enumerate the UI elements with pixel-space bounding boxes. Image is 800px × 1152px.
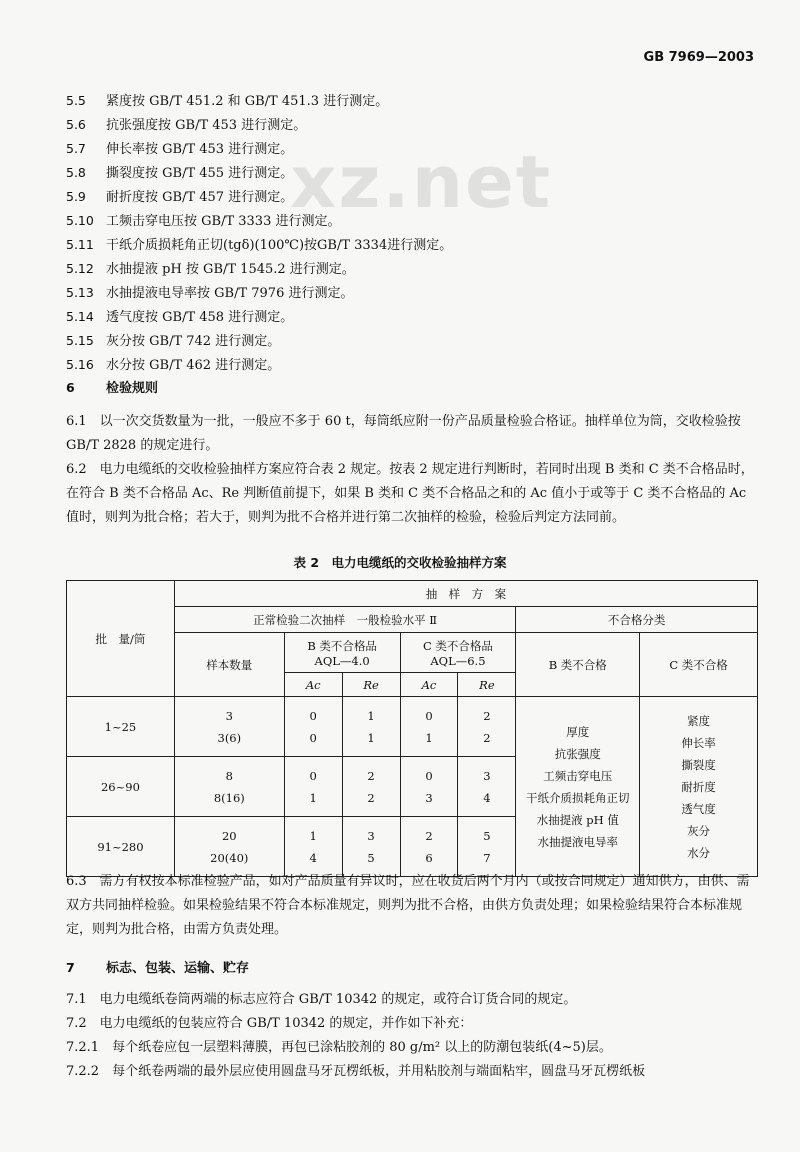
list-item <box>66 258 355 277</box>
item-number: 5.13 <box>66 285 94 300</box>
item-number: 5.16 <box>66 357 94 372</box>
header-plan: 抽 样 方 案 <box>174 581 757 607</box>
item-text: 水抽提液电导率按 GB/T 7976 进行测定。 <box>106 286 354 301</box>
c-ac-cell: 0 3 <box>400 757 458 817</box>
list-item <box>66 162 293 181</box>
sample-size-cell: 20 20(40) <box>174 817 284 877</box>
list-item <box>66 234 452 253</box>
list-item <box>66 90 388 109</box>
item-number: 5.8 <box>66 165 86 180</box>
list-item <box>66 306 293 325</box>
item-text: 工频击穿电压按 GB/T 3333 进行测定。 <box>106 214 341 229</box>
b-class-item: 干纸介质损耗角正切 <box>526 790 630 805</box>
b-class-items <box>516 697 640 877</box>
c-re-cell: 3 4 <box>458 757 516 817</box>
item-text: 透气度按 GB/T 458 进行测定。 <box>106 310 294 325</box>
header-b-nonconforming: B 类不合格 <box>516 633 640 697</box>
b-class-item: 水抽提液电导率 <box>537 834 618 849</box>
section-number: 7 <box>66 960 75 975</box>
c-class-item: 灰分 <box>687 823 711 838</box>
paragraph-7-1: 7.1 电力电缆纸卷筒两端的标志应符合 GB/T 10342 的规定，或符合订货合同的规定。 <box>66 992 577 1007</box>
item-number: 5.11 <box>66 237 94 252</box>
sample-size-cell: 3 3(6) <box>174 697 284 757</box>
b-re-cell: 2 2 <box>342 757 400 817</box>
header-ac: Ac <box>400 673 458 697</box>
c-re-cell: 2 2 <box>458 697 516 757</box>
item-text: 水抽提液 pH 按 GB/T 1545.2 进行测定。 <box>106 262 355 277</box>
table-caption: 表 2 电力电缆纸的交收检验抽样方案 <box>293 555 507 570</box>
list-item <box>66 282 353 301</box>
header-batch: 批 量/筒 <box>67 581 175 697</box>
item-number: 5.12 <box>66 261 94 276</box>
item-number: 5.10 <box>66 213 94 228</box>
item-number: 5.6 <box>66 117 86 132</box>
b-ac-cell: 0 0 <box>284 697 342 757</box>
item-number: 5.5 <box>66 93 86 108</box>
batch-cell: 91~280 <box>67 817 175 877</box>
c-re-cell: 5 7 <box>458 817 516 877</box>
c-class-items <box>640 697 758 877</box>
item-text: 干纸介质损耗角正切(tgδ)(100℃)按GB/T 3334进行测定。 <box>106 238 453 253</box>
section-number: 6 <box>66 380 75 395</box>
b-re-cell: 3 5 <box>342 817 400 877</box>
sampling-plan-table <box>66 580 758 877</box>
b-ac-cell: 1 4 <box>284 817 342 877</box>
paragraph-6-1: 6.1 以一次交货数量为一批，一般应不多于 60 t，每筒纸应附一份产品质量检验合格证。抽样单位为筒，交收检验按 GB/T 2828 的规定进行。 <box>66 414 741 453</box>
c-class-item: 耐折度 <box>681 779 716 794</box>
list-item <box>66 330 280 349</box>
paragraph-6-2: 6.2 电力电缆纸的交收检验抽样方案应符合表 2 规定。按表 2 规定进行判断时，若同时出现 B 类和 C 类不合格品时，在符合 B 类不合格品 Ac、Re 判断值前提下，如果 B 类和 C 类不合格品之和的 Ac 值小于或等于 C 类不合格品的 Ac 值时，则判为批合格；若大于，则判为批不合格并进行第二次抽样的检验，检验后判定方法同前。 <box>66 462 754 525</box>
standard-number-header: GB 7969—2003 <box>643 50 754 65</box>
header-re: Re <box>458 673 516 697</box>
item-text: 耐折度按 GB/T 457 进行测定。 <box>106 190 294 205</box>
b-class-item: 抗张强度 <box>554 746 601 761</box>
item-text: 抗张强度按 GB/T 453 进行测定。 <box>106 118 307 133</box>
section-title: 标志、包装、运输、贮存 <box>106 961 250 976</box>
list-item <box>66 138 293 157</box>
c-ac-cell: 0 1 <box>400 697 458 757</box>
table-row <box>67 697 758 757</box>
header-c-nonconforming: C 类不合格 <box>640 633 758 697</box>
c-class-item: 紧度 <box>687 713 711 728</box>
c-class-item: 伸长率 <box>681 735 716 750</box>
paragraph-7-2-2: 7.2.2 每个纸卷两端的最外层应使用圆盘马牙瓦楞纸板，并用粘胶剂与端面粘牢，圆盘马牙瓦楞纸板 <box>66 1064 646 1079</box>
list-item <box>66 354 280 373</box>
c-class-item: 撕裂度 <box>681 757 716 772</box>
b-ac-cell: 0 1 <box>284 757 342 817</box>
item-text: 水分按 GB/T 462 进行测定。 <box>106 358 281 373</box>
list-item <box>66 186 293 205</box>
c-class-item: 透气度 <box>681 801 716 816</box>
item-number: 5.14 <box>66 309 94 324</box>
header-b-class: B 类不合格品 AQL—4.0 <box>284 633 400 673</box>
item-number: 5.15 <box>66 333 94 348</box>
item-text: 撕裂度按 GB/T 455 进行测定。 <box>106 166 294 181</box>
watermark: xz.net <box>290 140 553 224</box>
c-class-item: 水分 <box>687 845 711 860</box>
item-number: 5.7 <box>66 141 86 156</box>
header-nonconformity-class: 不合格分类 <box>516 607 758 633</box>
batch-cell: 26~90 <box>67 757 175 817</box>
item-number: 5.9 <box>66 189 86 204</box>
b-re-cell: 1 1 <box>342 697 400 757</box>
section-7-heading <box>66 957 249 976</box>
b-class-item: 工频击穿电压 <box>543 768 613 783</box>
header-ac: Ac <box>284 673 342 697</box>
header-inspection-level: 正常检验二次抽样 一般检验水平 Ⅱ <box>174 607 515 633</box>
b-class-item: 厚度 <box>566 724 590 739</box>
item-text: 灰分按 GB/T 742 进行测定。 <box>106 334 281 349</box>
section-6-heading <box>66 377 158 396</box>
section-title: 检验规则 <box>106 381 159 396</box>
header-re: Re <box>342 673 400 697</box>
list-item <box>66 114 306 133</box>
header-c-class: C 类不合格品 AQL—6.5 <box>400 633 516 673</box>
paragraph-7-2-1: 7.2.1 每个纸卷应包一层塑料薄膜，再包已涂粘胶剂的 80 g/m² 以上的防潮包装纸(4~5)层。 <box>66 1040 612 1055</box>
batch-cell: 1~25 <box>67 697 175 757</box>
b-class-item: 水抽提液 pH 值 <box>536 812 619 827</box>
list-item <box>66 210 340 229</box>
paragraph-7-2: 7.2 电力电缆纸的包装应符合 GB/T 10342 的规定，并作如下补充： <box>66 1016 473 1031</box>
item-text: 伸长率按 GB/T 453 进行测定。 <box>106 142 294 157</box>
sample-size-cell: 8 8(16) <box>174 757 284 817</box>
c-ac-cell: 2 6 <box>400 817 458 877</box>
paragraph-6-3: 6.3 需方有权按本标准检验产品，如对产品质量有异议时，应在收货后两个月内（或按合同规定）通知供方，由供、需双方共同抽样检验。如果检验结果不符合本标准规定，则判为批不合格，由供方负责处理；如果检验结果符合本标准规定，则判为批合格，由需方负责处理。 <box>66 874 750 937</box>
header-sample-size: 样本数量 <box>174 633 284 697</box>
item-text: 紧度按 GB/T 451.2 和 GB/T 451.3 进行测定。 <box>106 94 389 109</box>
